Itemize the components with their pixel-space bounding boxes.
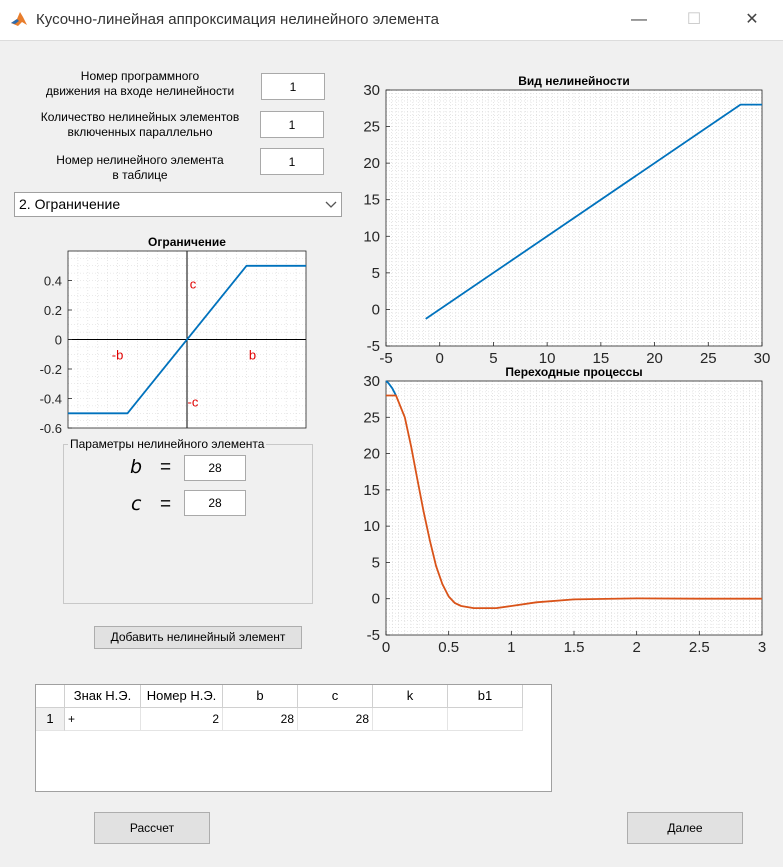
y-tick-label: 15 [363, 191, 380, 209]
calculate-button[interactable]: Рассчет [94, 812, 210, 844]
y-tick-label: 25 [363, 118, 380, 136]
chart-title: Переходные процессы [505, 365, 643, 379]
cell-b1[interactable] [448, 708, 523, 731]
x-tick-label: 10 [538, 350, 556, 367]
y-tick-label: 30 [363, 82, 380, 99]
chart-title: Вид нелинейности [518, 74, 630, 88]
y-tick-label: 0 [54, 332, 62, 348]
column-header-c[interactable]: c [298, 685, 373, 708]
x-tick-label: 2 [632, 639, 641, 656]
x-tick-label: 2.5 [688, 639, 710, 656]
title-bar [0, 0, 783, 41]
annotation-label: -b [111, 347, 124, 363]
cell-c[interactable]: 28 [298, 708, 373, 731]
params-panel-title: Параметры нелинейного элемента [70, 437, 265, 451]
column-header-k[interactable]: k [373, 685, 448, 708]
prog-motion-input[interactable]: 1 [261, 73, 325, 100]
nonlinearity-type-selected: 2. Ограничение [19, 196, 121, 212]
parallel-count-label-line2: включенных параллельно [67, 125, 213, 139]
column-header-number[interactable]: Номер Н.Э. [141, 685, 223, 708]
x-tick-label: 0 [381, 639, 391, 656]
chevron-down-icon [321, 193, 341, 216]
maximize-button: ☐ [686, 11, 702, 28]
annotation-label: -c [187, 394, 199, 410]
element-number-input[interactable]: 1 [260, 148, 324, 175]
x-tick-label: 0.5 [438, 639, 460, 656]
x-tick-label: 25 [699, 350, 717, 367]
x-tick-label: 1 [507, 639, 516, 656]
param-c-input[interactable]: 28 [184, 490, 246, 516]
transient-chart [340, 362, 780, 662]
y-tick-label: 25 [363, 409, 380, 427]
chart-title: Ограничение [148, 235, 226, 249]
y-tick-label: 30 [363, 373, 380, 390]
x-tick-label: 30 [753, 350, 771, 367]
y-tick-label: 10 [363, 518, 380, 536]
x-tick-label: -5 [379, 350, 393, 367]
cell-sign[interactable]: + [65, 708, 141, 731]
nonlinearity-view-chart [340, 70, 780, 375]
cell-k[interactable] [373, 708, 448, 731]
x-tick-label: 3 [757, 639, 767, 656]
elements-table[interactable] [35, 684, 552, 792]
prog-motion-label [20, 69, 260, 99]
y-tick-label: 5 [371, 554, 380, 572]
cell-b[interactable]: 28 [223, 708, 298, 731]
column-header-sign[interactable]: Знак Н.Э. [65, 685, 141, 708]
element-number-label [20, 153, 260, 183]
cell-number[interactable]: 2 [141, 708, 223, 731]
x-tick-label: 5 [489, 350, 498, 367]
y-tick-label: -0.4 [39, 391, 62, 407]
param-b-label: b [130, 456, 143, 478]
y-tick-label: 0.4 [43, 273, 62, 289]
column-header-b[interactable]: b [223, 685, 298, 708]
annotation-label: b [248, 347, 257, 363]
parallel-count-input[interactable]: 1 [260, 111, 324, 138]
y-tick-label: -0.6 [39, 421, 62, 436]
y-tick-label: 0.2 [43, 303, 62, 318]
y-tick-label: -5 [366, 338, 380, 355]
y-tick-label: 20 [363, 445, 380, 463]
prog-motion-label-line1: Номер программного [80, 69, 200, 83]
table-corner-header [36, 685, 65, 708]
y-tick-label: 5 [371, 264, 380, 282]
parallel-count-label [20, 110, 260, 140]
nonlinearity-type-select[interactable] [14, 192, 342, 217]
element-number-label-line2: в таблице [112, 168, 168, 182]
param-c-eq: = [160, 494, 172, 515]
next-button[interactable]: Далее [627, 812, 743, 844]
column-header-b1[interactable]: b1 [448, 685, 523, 708]
row-index: 1 [36, 708, 65, 731]
x-tick-label: 15 [592, 350, 610, 367]
prog-motion-label-line2: движения на входе нелинейности [45, 84, 235, 98]
y-tick-label: 0 [371, 301, 380, 319]
element-number-label-line1: Номер нелинейного элемента [56, 153, 224, 167]
close-button[interactable]: ✕ [745, 11, 759, 28]
matlab-app-icon [10, 10, 28, 28]
x-tick-label: 0 [435, 350, 444, 367]
minimize-button[interactable]: — [631, 11, 647, 28]
window-title: Кусочно-линейная аппроксимация нелинейного элемента [36, 11, 439, 28]
parallel-count-label-line1: Количество нелинейных элементов [40, 110, 240, 124]
y-tick-label: 15 [363, 481, 380, 499]
y-tick-label: 10 [363, 228, 380, 246]
y-tick-label: 0 [371, 590, 380, 608]
x-tick-label: 20 [646, 350, 663, 367]
param-c-label: c [131, 493, 142, 515]
annotation-label: c [189, 276, 197, 292]
y-tick-label: 20 [363, 155, 380, 173]
limitation-chart [0, 228, 330, 440]
x-tick-label: 1.5 [563, 639, 585, 656]
y-tick-label: -5 [366, 627, 380, 644]
y-tick-label: -0.2 [39, 362, 62, 377]
add-element-button[interactable]: Добавить нелинейный элемент [94, 626, 302, 649]
param-b-input[interactable]: 28 [184, 455, 246, 481]
param-b-eq: = [160, 457, 172, 478]
